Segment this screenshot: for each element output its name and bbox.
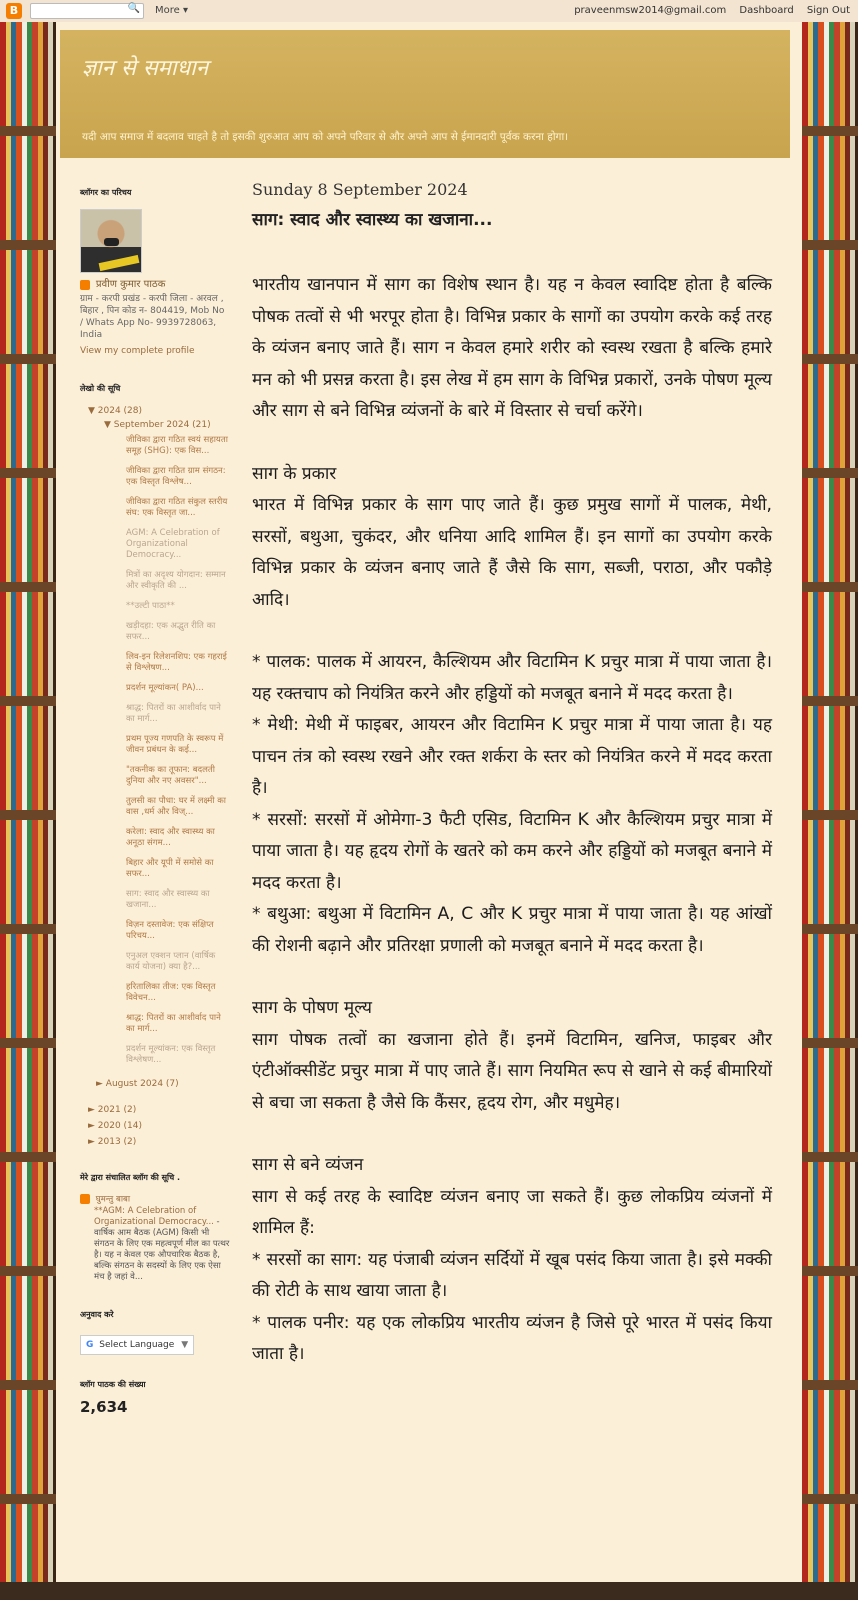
archive-post-link[interactable]: करेला: स्वाद और स्वास्थ्य का अनूठा संगम... (126, 827, 215, 848)
archive-year-2013[interactable]: ► 2013 (2) (88, 1137, 137, 1147)
bloglist-blog-name[interactable]: घुमन्तु बाबा (95, 1194, 131, 1205)
bookshelf-right-background (802, 22, 858, 1582)
bullet-sarson: * सरसों: सरसों में ओमेगा-3 फैटी एसिड, विटामिन K और कैल्शियम प्रचुर मात्रा में पाया जाता है। यह हृदय रोगों के खतरे को कम करने और हड्डियों को मजबूत बनाने में मदद करता है। (252, 809, 772, 893)
archive-post-link[interactable]: एनुअल एक्शन प्लान (वार्षिक कार्य योजना) क्या है?... (126, 951, 216, 972)
yellow-band-shape (99, 255, 140, 271)
archive-post-link[interactable]: तुलसी का पौधा: घर में लक्ष्मी का वास ,धर्म और विज्... (126, 796, 226, 817)
bookshelf-left-background (0, 22, 56, 1582)
archive-month-september[interactable]: ▼ September 2024 (21) (104, 420, 211, 430)
language-select[interactable] (80, 1335, 194, 1355)
bottom-bar (0, 1582, 858, 1600)
profile-address: ग्राम - करपी प्रखंड - करपी जिला - अरवल , बिहार , पिन कोड न- 804419, Mob No / Whats App No- 9939728063, India (80, 294, 225, 340)
archive-post-link[interactable]: प्रदर्शन मूल्यांकन( PA)... (126, 683, 204, 693)
translate-heading: अनुवाद करे (80, 1309, 114, 1319)
archive-year-2020[interactable]: ► 2020 (14) (88, 1121, 143, 1131)
user-email: praveenmsw2014@gmail.com (574, 5, 727, 16)
about-heading: ब्लॉगर का परिचय (80, 188, 132, 197)
visitors-heading: ब्लॉग पाठक की संख्या (80, 1379, 146, 1389)
blog-archive (80, 405, 230, 1148)
archive-year-2021[interactable]: ► 2021 (2) (88, 1105, 137, 1115)
more-menu[interactable]: More ▾ (155, 5, 188, 16)
signout-link[interactable]: Sign Out (806, 5, 850, 16)
blogger-profile-icon (80, 280, 90, 290)
sidebar (80, 187, 230, 1416)
profile-name[interactable]: प्रवीण कुमार पाठक (95, 279, 166, 290)
nutrition-paragraph: साग पोषक तत्वों का खजाना होते हैं। इनमें विटामिन, खनिज, फाइबर और एंटीऑक्सीडेंट प्रचुर मात्रा में पाए जाते हैं। साग नियमित रूप से खाने से कई बीमारियों से बचा जा सकता है जैसे कि कैंसर, हृदय रोग, और मधुमेह। (252, 1029, 772, 1113)
profile-photo[interactable] (80, 209, 142, 273)
archive-month-august[interactable]: ► August 2024 (7) (96, 1079, 179, 1089)
main-post (252, 180, 772, 1371)
bullet-methi: * मेथी: मेथी में फाइबर, आयरन और विटामिन K प्रचुर मात्रा में पाया जाता है। यह पाचन तंत्र को स्वस्थ रखने और रक्त शर्करा के स्तर को नियंत्रित करने में मदद करता है। (252, 715, 772, 798)
dashboard-link[interactable]: Dashboard (739, 5, 794, 16)
archive-post-link[interactable]: साग: स्वाद और स्वास्थ्य का खजाना... (126, 889, 210, 910)
section-heading-dishes: साग से बने व्यंजन (252, 1155, 364, 1175)
blog-description: यदी आप समाज में बदलाव चाहते है तो इसकी शुरुआत आप को अपने परिवार से और अपने आप से ईमानदारी पूर्वक करना होगा। (82, 131, 569, 143)
archive-year-2024[interactable]: ▼ 2024 (28) (88, 406, 143, 416)
types-paragraph: भारत में विभिन्न प्रकार के साग पाए जाते हैं। कुछ प्रमुख सागों में पालक, मेथी, सरसों, बथुआ, चुकंदर, और धनिया आदि शामिल हैं। इन सागों का उपयोग करके विभिन्न प्रकार के व्यंजन बनाए जाते हैं जैसे कि साग, सब्जी, पराठा, और पकौड़े आदि। (252, 495, 772, 610)
archive-heading: लेखो की सूचि (80, 384, 121, 393)
section-heading-types: साग के प्रकार (252, 463, 337, 484)
bullet-bathua: * बथुआ: बथुआ में विटामिन A, C और K प्रचुर मात्रा में पाया जाता है। यह आंखों की रोशनी बढ़ाने और प्रतिरक्षा प्रणाली को मजबूत बनाने में मदद करता है। (252, 904, 772, 956)
archive-post-link[interactable]: विज़न दस्तावेज: एक संक्षिप्त परिचय... (126, 920, 214, 941)
bloglist-item (80, 1194, 230, 1283)
bullet-palak-paneer: * पालक पनीर: यह एक लोकप्रिय भारतीय व्यंजन है जिसे पूरे भारत में पसंद किया जाता है। (252, 1312, 772, 1364)
search-icon[interactable]: 🔍 (127, 3, 140, 14)
post-body (252, 270, 772, 1371)
intro-paragraph: भारतीय खानपान में साग का विशेष स्थान है। यह न केवल स्वादिष्ट होता है बल्कि पोषक तत्वों से भी भरपूर होता है। विभिन्न प्रकार के सागों का उपयोग करके कई तरह के व्यंजन बनाए जाते हैं। साग न केवल हमारे शरीर को स्वस्थ रखता है बल्कि हमारे मन को भी प्रसन्न करता है। इस लेख में हम साग के विभिन्न प्रकारों, उनके पोषण मूल्य और साग से बने विभिन्न व्यंजनों के बारे में विस्तार से चर्चा करेंगे। (252, 275, 772, 421)
archive-post-link[interactable]: जीविका द्वारा गठित संकुल स्तरीय संघ: एक विस्तृत जा... (126, 497, 228, 518)
archive-post-link[interactable]: AGM: A Celebration of Organizational Democracy... (126, 528, 220, 560)
section-heading-nutrition: साग के पोषण मूल्य (252, 998, 373, 1018)
content-outer (56, 22, 802, 1582)
archive-post-link[interactable]: श्राद्ध: पितरों का आशीर्वाद पाने का मार्ग... (126, 703, 221, 724)
blogger-icon (80, 1194, 90, 1204)
chevron-down-icon: ▼ (181, 1339, 189, 1350)
search-input[interactable] (30, 3, 144, 19)
face-mask-shape (104, 238, 119, 246)
nav-right-links (564, 5, 850, 16)
archive-post-link[interactable]: हरितालिका तीज: एक विस्तृत विवेचन... (126, 982, 216, 1003)
archive-post-list (80, 435, 230, 1066)
dishes-paragraph: साग से कई तरह के स्वादिष्ट व्यंजन बनाए जा सकते हैं। कुछ लोकप्रिय व्यंजनों में शामिल हैं: (252, 1186, 772, 1238)
bullet-palak: * पालक: पालक में आयरन, कैल्शियम और विटामिन K प्रचुर मात्रा में पाया जाता है। यह रक्तचाप को नियंत्रित करने और हड्डियों को मजबूत बनाने में मदद करता है। (252, 652, 772, 704)
bloglist-post-link[interactable]: **AGM: A Celebration of Organizational Democracy... (94, 1205, 214, 1227)
blog-header (60, 30, 790, 158)
bloglist-heading: मेरे द्वारा संचालित ब्लॉग की सूचि . (80, 1173, 180, 1182)
archive-post-link[interactable]: प्रथम पूज्य गणपति के स्वरूप में जीवन प्रबंधन के कई... (126, 734, 224, 755)
archive-post-link[interactable]: बिहार और यूपी में समोसे का सफर... (126, 858, 214, 879)
archive-post-link[interactable]: "तकनीक का तूफान: बदलती दुनिया और नए अवसर"... (126, 765, 215, 786)
blog-title[interactable]: ज्ञान से समाधान (82, 56, 209, 81)
archive-post-link[interactable]: प्रदर्शन मूल्यांकन: एक विस्तृत विश्लेषण... (126, 1044, 216, 1065)
archive-post-link[interactable]: जीविका द्वारा गठित ग्राम संगठन: एक विस्तृत विश्लेष... (126, 466, 226, 487)
language-select-label: Select Language (99, 1339, 175, 1350)
blogger-navbar (0, 0, 858, 23)
bloglist-snippet: - वार्षिक आम बैठक (AGM) किसी भी संगठन के लिए एक महत्वपूर्ण मील का पत्थर है। यह न केवल एक औपचारिक बैठक है, बल्कि संगठन के सदस्यों के लिए एक ऐसा मंच है जहां वे... (94, 1216, 230, 1282)
post-date: Sunday 8 September 2024 (252, 180, 468, 199)
google-icon: G (86, 1339, 94, 1350)
archive-post-link[interactable]: जीविका द्वारा गठित स्वयं सहायता समूह (SHG): एक विस... (126, 435, 228, 456)
view-profile-link[interactable]: View my complete profile (80, 346, 195, 356)
post-title[interactable]: साग: स्वाद और स्वास्थ्य का खजाना... (252, 210, 493, 230)
blogger-logo-icon[interactable]: B (6, 3, 22, 19)
bullet-sarson-saag: * सरसों का साग: यह पंजाबी व्यंजन सर्दियों में खूब पसंद किया जाता है। इसे मक्की की रोटी के साथ खाया जाता है। (252, 1249, 772, 1301)
archive-post-link[interactable]: श्राद्ध: पितरों का आशीर्वाद पाने का मार्ग... (126, 1013, 221, 1034)
visitor-count: 2,634 (80, 1397, 128, 1416)
archive-post-link[interactable]: खड़ीदहा: एक अद्भुत रीति का सफर... (126, 621, 216, 642)
archive-post-link[interactable]: लिव-इन रिलेशनशिप: एक गहराई से विश्लेषण... (126, 652, 227, 673)
archive-post-link[interactable]: मित्रों का अदृश्य योगदान: सम्मान और स्वीकृति की ... (126, 570, 226, 591)
archive-post-link[interactable]: **उल्टी पाठा** (126, 601, 175, 611)
